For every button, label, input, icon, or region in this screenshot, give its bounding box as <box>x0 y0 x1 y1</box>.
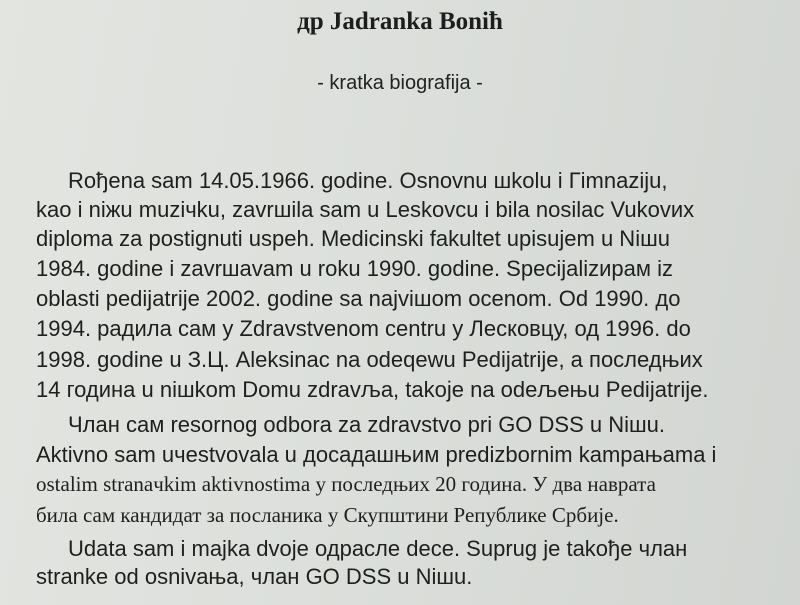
body-line: 14 година u niшkom Domu zdravља, takoјe na odeљeњu Pedijatrije. <box>36 377 709 402</box>
body-line: 1994. радила сам у Zdravstvenom centru у Лесковцу, од 1996. do <box>36 316 691 341</box>
body-line: 1984. godine i zavrшavam u roku 1990. godine. Specijalizирам iz <box>36 256 673 281</box>
body-line: kao i niжu muziчku, zavrшila sam u Leskovcu i bila nosilac Vukovих <box>36 197 695 222</box>
body-line: била сам кандидат за посланика у Скупштини Републике Србије. <box>36 503 619 527</box>
body-line: Udata sam i majka dvoje одрасле dece. Suprug je takoђe члан <box>68 536 688 561</box>
body-line: Roђena sam 14.05.1966. godine. Osnovnu шkolu i Гimnaziju, <box>68 168 668 193</box>
document-title: др Jadranka Boniћ <box>297 8 503 35</box>
body-line: diploma za postignuti uspeh. Medicinski fakultet upisujem u Niшu <box>36 226 670 251</box>
body-line: stranke od osnivaња, члан GO DSS u Niшu. <box>36 564 473 589</box>
body-line: oblasti pedijatrije 2002. godine sa najviшom ocenom. Od 1990. до <box>36 286 681 311</box>
body-line: 1998. godine u З.Ц. Aleksinac na odeqewu Pedijatrije, а последњих <box>36 347 703 372</box>
body-line: Aktivno sam uчestvovala u досадашњим predizbornim kampaњama i <box>36 442 717 467</box>
body-line: ostalim stranaчkim aktivnostima у последњих 20 година. У два наврата <box>36 472 656 496</box>
document-subtitle: - kratka biografija - <box>317 72 483 94</box>
body-line: Члан сам resornog odbora za zdravstvo pri GO DSS u Niшu. <box>68 412 665 437</box>
